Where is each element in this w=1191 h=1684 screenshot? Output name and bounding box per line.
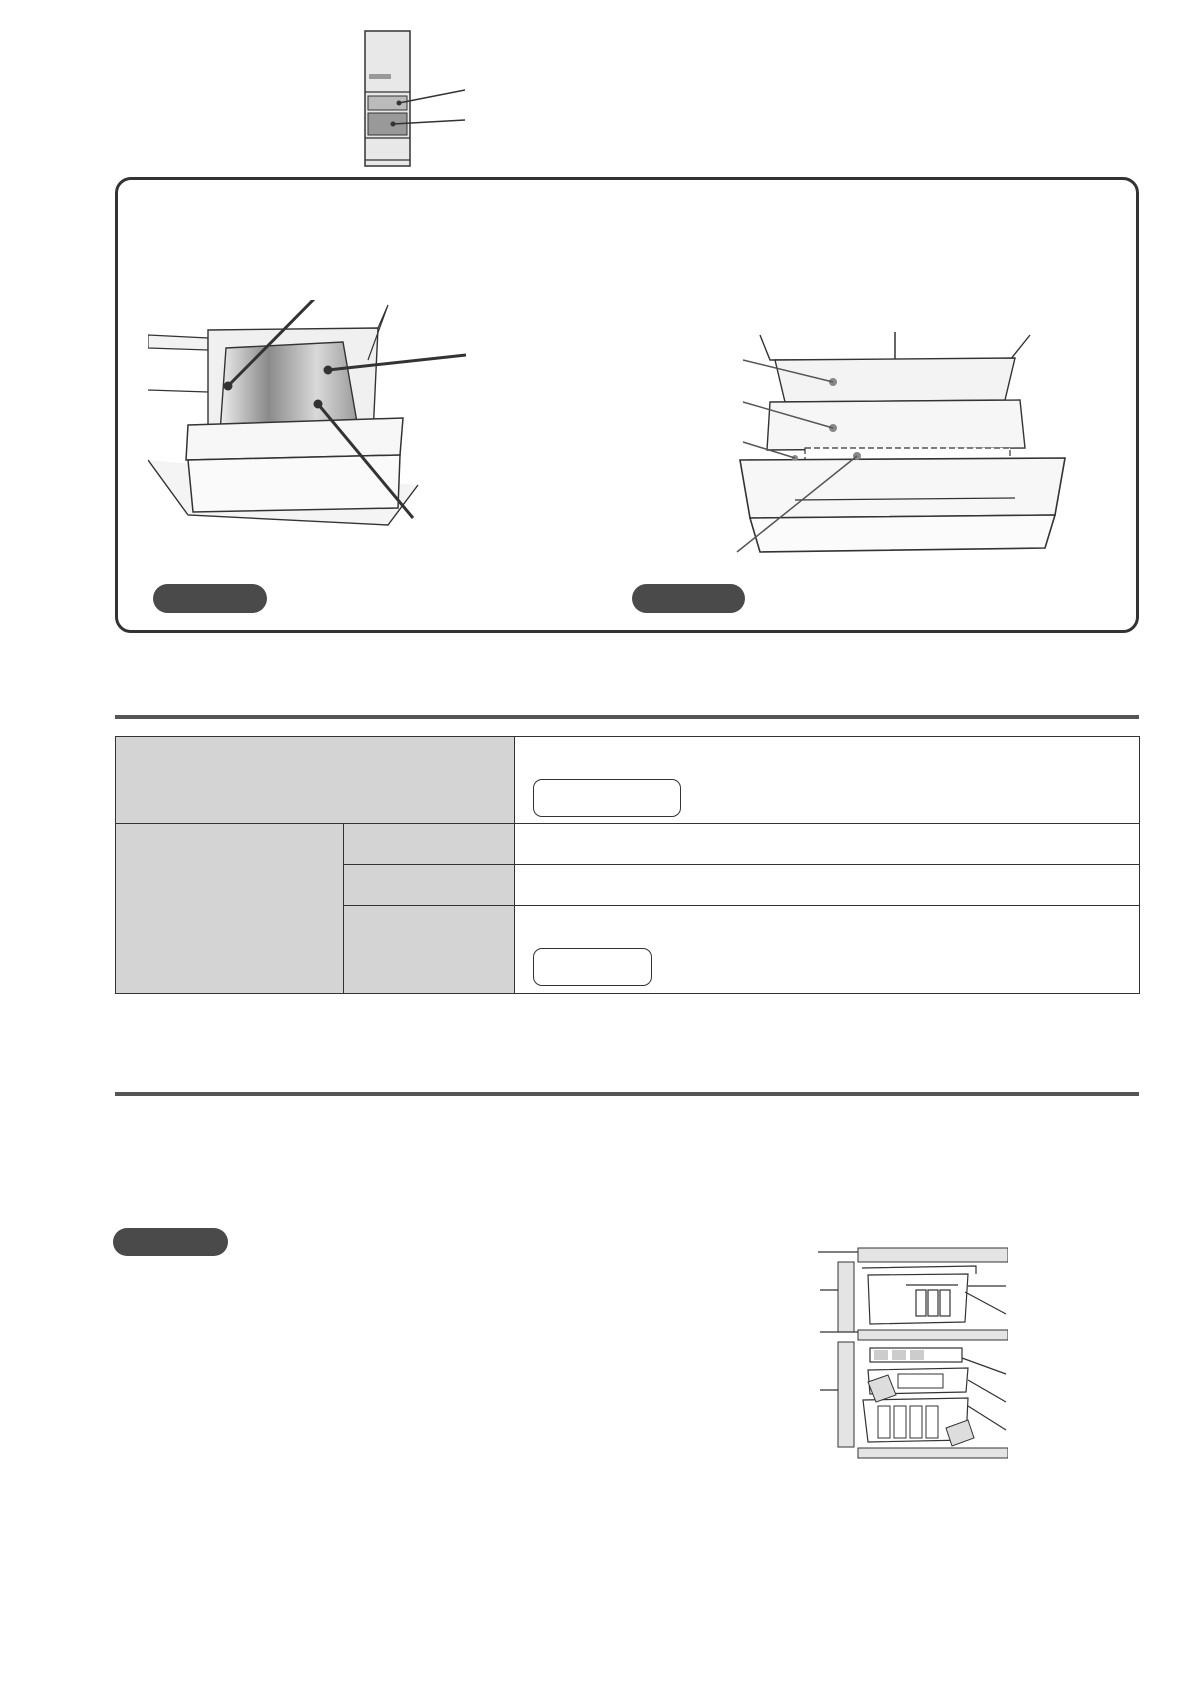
- table-subheader-cell: [344, 905, 515, 993]
- right-drawer-illustration: [735, 330, 1075, 555]
- table-header-cell: [116, 737, 515, 824]
- table-cell: [515, 737, 1140, 824]
- table-group-cell: [116, 824, 344, 994]
- table-row: [116, 737, 1140, 824]
- label-pill-right: [632, 584, 745, 613]
- label-pill-left: [153, 584, 267, 613]
- section-divider: [115, 715, 1139, 719]
- tag-box: [533, 779, 681, 817]
- tag-box: [533, 948, 652, 986]
- table-subheader-cell: [344, 824, 515, 865]
- section-divider: [115, 1092, 1139, 1096]
- left-drawer-illustration: [148, 300, 468, 540]
- label-pill-bottom: [113, 1228, 228, 1256]
- table-cell: [515, 905, 1140, 993]
- spec-table: [115, 736, 1140, 994]
- table-subheader-cell: [344, 865, 515, 905]
- table-cell: [515, 865, 1140, 905]
- freezer-layout-diagram: [818, 1230, 1008, 1460]
- table-cell: [515, 824, 1140, 865]
- refrigerator-icon: [355, 26, 475, 171]
- table-row: [116, 824, 1140, 865]
